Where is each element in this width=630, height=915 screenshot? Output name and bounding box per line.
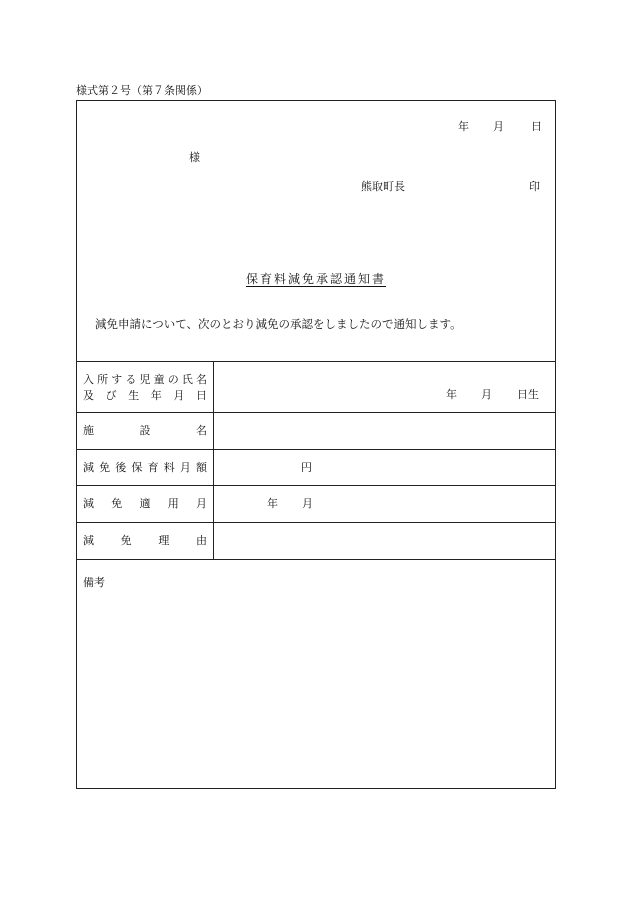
table-row-divider bbox=[77, 412, 555, 413]
child-name-birthdate-label bbox=[83, 371, 207, 403]
label-char: 免 bbox=[99, 461, 111, 474]
label-char: 由 bbox=[195, 534, 207, 547]
label-char: び bbox=[105, 388, 117, 402]
label-char: 児 bbox=[139, 372, 151, 386]
table-bottom-border bbox=[77, 559, 555, 560]
label-char: 育 bbox=[147, 461, 159, 474]
label-char: 免 bbox=[111, 497, 123, 510]
table-column-divider bbox=[213, 361, 214, 559]
apply-year-label: 年 bbox=[267, 497, 278, 510]
seal-mark: 印 bbox=[529, 180, 540, 193]
label-char: 年 bbox=[150, 388, 162, 402]
form-number-label: 様式第２号（第７条関係） bbox=[76, 84, 208, 97]
label-line-1 bbox=[83, 371, 207, 387]
notice-body-text: 減免申請について、次のとおり減免の承認をしましたので通知します。 bbox=[95, 317, 462, 331]
table-row-divider bbox=[77, 522, 555, 523]
birth-year-label: 年 bbox=[446, 388, 457, 401]
facility-name-label bbox=[83, 425, 207, 436]
reduced-monthly-fee-label bbox=[83, 462, 207, 473]
label-char: 生 bbox=[128, 388, 140, 402]
label-char: の bbox=[167, 372, 179, 386]
label-char: 用 bbox=[167, 497, 179, 510]
reduction-reason-label bbox=[83, 535, 207, 546]
document-title-text: 保育料減免承認通知書 bbox=[245, 272, 386, 286]
label-char: 減 bbox=[83, 497, 94, 510]
label-char: 名 bbox=[196, 424, 207, 437]
label-char: 保 bbox=[131, 461, 143, 474]
label-char: 童 bbox=[153, 372, 165, 386]
label-char: 設 bbox=[139, 424, 151, 437]
notice-form-frame bbox=[76, 100, 556, 789]
reduction-month-label bbox=[83, 498, 207, 509]
document-title bbox=[77, 273, 555, 285]
label-char: す bbox=[111, 372, 123, 386]
issuer-name: 熊取町長 bbox=[361, 180, 405, 193]
label-char: 後 bbox=[115, 461, 127, 474]
date-month-label: 月 bbox=[493, 120, 504, 133]
birth-day-label: 日生 bbox=[517, 388, 539, 401]
label-char: 減 bbox=[83, 534, 94, 547]
label-char: 月 bbox=[196, 497, 207, 510]
label-char: 月 bbox=[173, 388, 185, 402]
label-char: 月 bbox=[179, 461, 191, 474]
label-char: 額 bbox=[195, 461, 207, 474]
table-row-divider bbox=[77, 449, 555, 450]
date-day-label: 日 bbox=[531, 120, 542, 133]
label-char: 日 bbox=[195, 388, 207, 402]
remarks-label: 備考 bbox=[83, 576, 105, 589]
label-char: 減 bbox=[83, 461, 94, 474]
table-top-border bbox=[77, 361, 555, 362]
yen-unit-label: 円 bbox=[301, 461, 312, 474]
label-char: 所 bbox=[97, 372, 109, 386]
label-char: 理 bbox=[158, 534, 170, 547]
table-row-divider bbox=[77, 485, 555, 486]
apply-month-label: 月 bbox=[302, 497, 313, 510]
birth-month-label: 月 bbox=[481, 388, 492, 401]
label-char: 氏 bbox=[181, 372, 193, 386]
label-char: 免 bbox=[120, 534, 132, 547]
label-char: る bbox=[125, 372, 137, 386]
label-char: 適 bbox=[139, 497, 151, 510]
label-char: 料 bbox=[163, 461, 175, 474]
date-year-label: 年 bbox=[458, 120, 469, 133]
label-char: 及 bbox=[83, 388, 94, 402]
label-char: 入 bbox=[83, 372, 94, 386]
label-char: 名 bbox=[196, 372, 207, 386]
label-line-2 bbox=[83, 387, 207, 403]
label-char: 施 bbox=[83, 424, 94, 437]
recipient-honorific: 様 bbox=[189, 151, 200, 164]
